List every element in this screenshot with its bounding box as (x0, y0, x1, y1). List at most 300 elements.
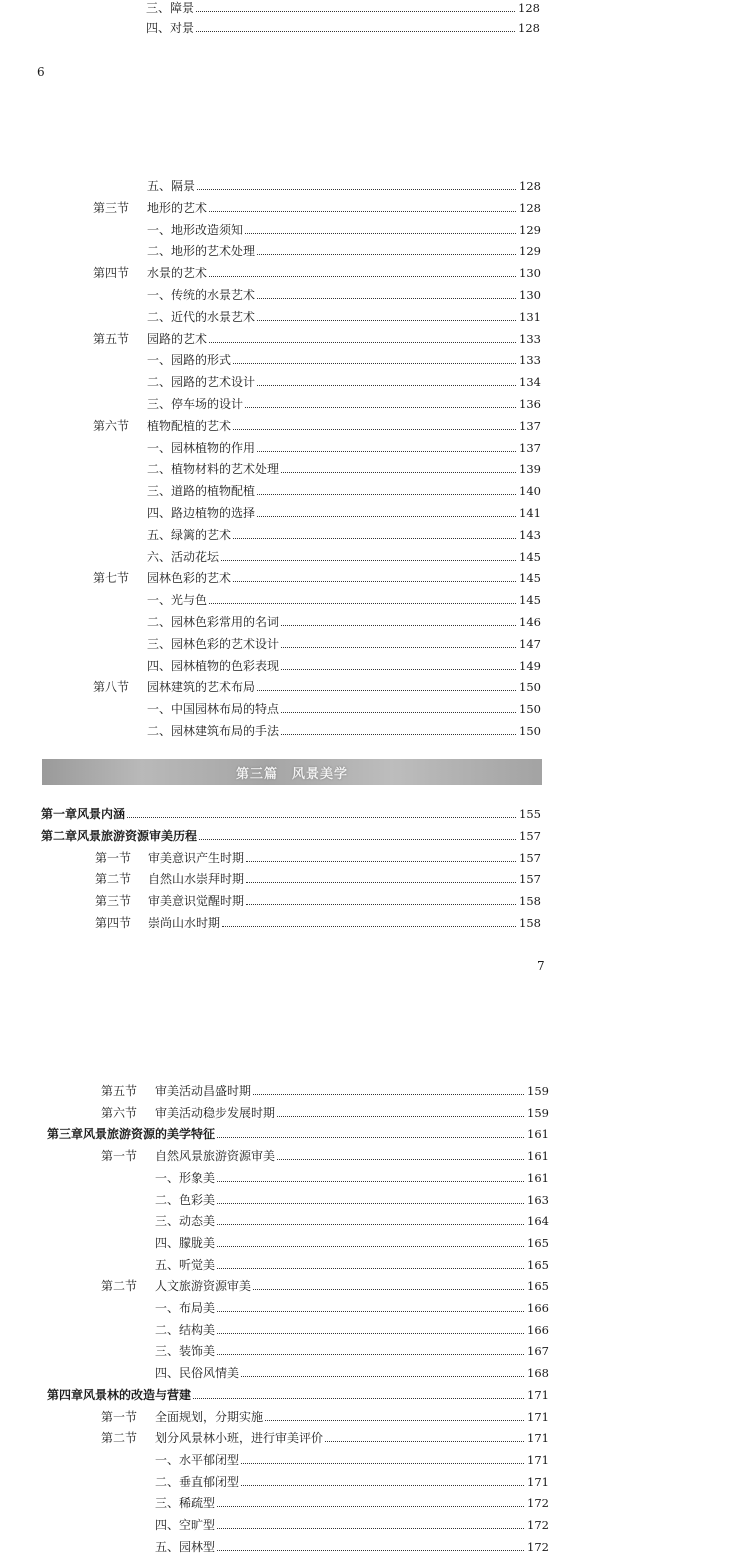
leader-dots (217, 1224, 524, 1225)
toc-entry[interactable] (146, 0, 540, 16)
leader-dots (265, 1420, 524, 1421)
entry-label-group (147, 592, 207, 608)
toc-entry[interactable] (101, 1430, 549, 1446)
entry-label: 一、园路的形式 (147, 353, 232, 368)
leader-dots (277, 1159, 524, 1160)
leader-dots (257, 298, 516, 299)
entry-page: 161 (527, 1149, 549, 1164)
entry-label-group (147, 505, 255, 521)
entry-label: 园林色彩的艺术 (147, 571, 232, 586)
leader-dots (217, 1528, 524, 1529)
toc-entry[interactable] (155, 1300, 549, 1316)
entry-label-group (101, 1430, 323, 1446)
toc-entry[interactable] (101, 1409, 549, 1425)
entry-label: 五、隔景 (147, 179, 196, 193)
entry-label-group (147, 614, 279, 630)
toc-entry[interactable] (147, 701, 541, 717)
entry-label-group (147, 658, 279, 674)
toc-entry[interactable] (95, 893, 541, 909)
toc-entry[interactable] (147, 723, 541, 739)
entry-label: 二、色彩美 (155, 1192, 216, 1207)
entry-page: 128 (519, 200, 541, 215)
entry-page: 129 (519, 244, 541, 259)
entry-page: 171 (527, 1431, 549, 1446)
entry-page: 137 (519, 418, 541, 433)
entry-label-group (95, 871, 244, 887)
entry-label-group (93, 200, 207, 216)
entry-label: 审美活动稳步发展时期 (155, 1105, 276, 1120)
leader-dots (277, 1116, 524, 1117)
entry-label-group (155, 1474, 239, 1490)
toc-entry[interactable] (101, 1083, 549, 1099)
entry-page: 140 (519, 484, 541, 499)
entry-label-group (155, 1495, 215, 1511)
page-number: 7 (537, 959, 545, 973)
entry-label: 四、对景 (146, 21, 195, 35)
toc-entry[interactable] (147, 614, 541, 630)
entry-label-group (147, 440, 255, 456)
entry-label: 五、绿篱的艺术 (147, 527, 232, 542)
entry-label-group (95, 893, 244, 909)
entry-label-group (41, 828, 197, 844)
entry-label: 三、稀疏型 (155, 1496, 216, 1511)
entry-label: 二、园路的艺术设计 (147, 375, 256, 390)
entry-label-group (155, 1343, 215, 1359)
entry-page: 150 (519, 680, 541, 695)
entry-label-group (147, 396, 243, 412)
entry-page: 128 (518, 21, 540, 35)
entry-label: 四、民俗风情美 (155, 1366, 240, 1381)
entry-page: 165 (527, 1279, 549, 1294)
entry-label: 人文旅游资源审美 (155, 1279, 252, 1294)
entry-page: 165 (527, 1257, 549, 1272)
entry-label-group (147, 178, 195, 194)
leader-dots (222, 926, 516, 927)
entry-label: 风景旅游资源的美学特征 (83, 1127, 216, 1142)
toc-entry[interactable] (147, 461, 541, 477)
part-banner (42, 759, 542, 785)
entry-label-group (147, 701, 279, 717)
entry-label: 一、园林植物的作用 (147, 440, 256, 455)
entry-page: 171 (527, 1474, 549, 1489)
leader-dots (257, 320, 516, 321)
leader-dots (246, 904, 516, 905)
entry-page: 141 (519, 506, 541, 520)
entry-label: 三、动态美 (155, 1214, 216, 1229)
toc-entry[interactable] (147, 592, 541, 608)
toc-entry[interactable] (147, 440, 541, 456)
entry-page: 158 (519, 916, 541, 930)
toc-entry[interactable] (155, 1365, 549, 1381)
toc-entry[interactable] (155, 1192, 549, 1208)
leader-dots (209, 342, 516, 343)
toc-entry[interactable] (147, 396, 541, 412)
section-number: 第二节 (101, 1279, 138, 1294)
leader-dots (233, 429, 516, 430)
entry-label: 三、停车场的设计 (147, 397, 244, 411)
leader-dots (209, 603, 516, 604)
entry-page: 139 (519, 462, 541, 477)
toc-entry[interactable] (155, 1213, 549, 1229)
leader-dots (233, 538, 516, 539)
toc-entry[interactable] (155, 1257, 549, 1273)
leader-dots (196, 31, 515, 32)
section-number: 第一节 (95, 850, 132, 865)
leader-dots (241, 1376, 524, 1377)
leader-dots (281, 472, 516, 473)
toc-entry[interactable] (93, 679, 541, 695)
toc-entry[interactable] (155, 1539, 549, 1555)
entry-page: 157 (519, 872, 541, 887)
leader-dots (196, 11, 515, 12)
entry-label-group (147, 461, 279, 477)
entry-page: 171 (527, 1409, 549, 1424)
toc-entry[interactable] (93, 200, 541, 216)
leader-dots (217, 1506, 524, 1507)
chapter-number: 第四章 (47, 1387, 84, 1402)
entry-label: 审美活动昌盛时期 (155, 1084, 252, 1098)
entry-label-group (93, 418, 231, 434)
entry-page: 171 (527, 1452, 549, 1467)
entry-label-group (147, 243, 255, 259)
entry-label: 四、空旷型 (155, 1518, 216, 1532)
entry-label: 三、道路的植物配植 (147, 484, 256, 499)
entry-page: 128 (519, 179, 541, 193)
toc-entry[interactable] (41, 806, 541, 822)
entry-label-group (101, 1148, 275, 1164)
entry-label: 一、形象美 (155, 1170, 216, 1185)
leader-dots (281, 625, 516, 626)
entry-label: 二、结构美 (155, 1322, 216, 1337)
entry-page: 145 (519, 571, 541, 586)
toc-entry[interactable] (147, 636, 541, 652)
entry-label-group (155, 1257, 215, 1273)
entry-page: 172 (527, 1518, 549, 1532)
entry-page: 130 (519, 266, 541, 281)
section-number: 第五节 (101, 1084, 138, 1098)
leader-dots (281, 734, 516, 735)
leader-dots (246, 882, 516, 883)
entry-page: 150 (519, 724, 541, 738)
entry-label: 一、光与色 (147, 593, 208, 608)
toc-entry[interactable] (147, 527, 541, 543)
part-title: 第三篇 风景美学 (235, 766, 348, 782)
entry-label-group (155, 1365, 239, 1381)
entry-page: 161 (527, 1127, 549, 1142)
toc-entry[interactable] (47, 1126, 549, 1142)
entry-page: 167 (527, 1344, 549, 1359)
entry-label-group (155, 1235, 215, 1251)
entry-page: 159 (527, 1084, 549, 1098)
entry-label-group (93, 265, 207, 281)
entry-label: 四、园林植物的色彩表现 (147, 658, 280, 673)
entry-page: 172 (527, 1496, 549, 1511)
toc-entry[interactable] (147, 222, 541, 238)
toc-entry[interactable] (147, 549, 541, 565)
entry-label: 五、园林型 (155, 1539, 216, 1554)
entry-label-group (147, 374, 255, 390)
entry-label: 植物配植的艺术 (147, 418, 232, 433)
entry-page: 149 (519, 658, 541, 673)
entry-page: 164 (527, 1214, 549, 1229)
toc-entry[interactable] (93, 331, 541, 347)
section-number: 第一节 (101, 1149, 138, 1164)
entry-label-group (147, 222, 243, 238)
section-number: 第七节 (93, 571, 130, 586)
toc-entry[interactable] (93, 570, 541, 586)
entry-page: 128 (518, 1, 540, 15)
section-number: 第二节 (95, 872, 132, 887)
entry-label-group (147, 527, 231, 543)
entry-label: 全面规划，分期实施 (155, 1409, 264, 1424)
entry-label: 一、传统的水景艺术 (147, 288, 256, 302)
leader-dots (217, 1137, 524, 1138)
leader-dots (241, 1463, 524, 1464)
entry-label: 自然风景旅游资源审美 (155, 1149, 276, 1164)
toc-entry[interactable] (147, 287, 541, 303)
leader-dots (246, 861, 516, 862)
leader-dots (245, 233, 516, 234)
toc-entry[interactable] (155, 1343, 549, 1359)
toc-entry[interactable] (95, 871, 541, 887)
entry-label: 风景林的改造与营建 (83, 1387, 192, 1402)
leader-dots (257, 494, 516, 495)
entry-label-group (147, 636, 279, 652)
section-number: 第六节 (101, 1105, 138, 1120)
section-number: 第一节 (101, 1409, 138, 1424)
chapter-number: 第一章 (41, 807, 78, 821)
entry-page: 145 (519, 549, 541, 564)
entry-label-group (155, 1192, 215, 1208)
leader-dots (127, 817, 516, 818)
section-number: 第六节 (93, 418, 130, 433)
leader-dots (199, 839, 516, 840)
entry-label: 一、地形改造须知 (147, 222, 244, 237)
entry-label-group (155, 1322, 215, 1338)
leader-dots (245, 407, 516, 408)
entry-label-group (147, 287, 255, 303)
leader-dots (257, 690, 516, 691)
toc-entry[interactable] (155, 1517, 549, 1533)
entry-page: 155 (519, 807, 541, 821)
entry-label: 水景的艺术 (147, 266, 208, 281)
chapter-number: 第二章 (41, 828, 78, 843)
entry-page: 161 (527, 1170, 549, 1185)
toc-entry[interactable] (155, 1235, 549, 1251)
entry-page: 150 (519, 702, 541, 717)
entry-label: 一、布局美 (155, 1301, 216, 1315)
entry-label: 二、植物材料的艺术处理 (147, 462, 280, 477)
entry-label-group (101, 1278, 251, 1294)
entry-label: 二、地形的艺术处理 (147, 244, 256, 259)
toc-entry[interactable] (155, 1495, 549, 1511)
toc-entry[interactable] (147, 309, 541, 325)
entry-label-group (93, 331, 207, 347)
entry-label: 一、水平郁闭型 (155, 1452, 240, 1467)
leader-dots (197, 189, 516, 190)
entry-label-group (155, 1170, 215, 1186)
entry-label-group (155, 1300, 215, 1316)
entry-label: 五、听觉美 (155, 1257, 216, 1272)
entry-label: 三、装饰美 (155, 1344, 216, 1359)
entry-page: 134 (519, 375, 541, 390)
toc-entry[interactable] (147, 483, 541, 499)
leader-dots (325, 1441, 524, 1442)
toc-entry[interactable] (47, 1387, 549, 1403)
entry-label: 风景内涵 (77, 807, 126, 821)
section-number: 第五节 (93, 331, 130, 346)
toc-entry[interactable] (147, 505, 541, 521)
entry-page: 165 (527, 1235, 549, 1250)
entry-page: 166 (527, 1301, 549, 1315)
toc-entry[interactable] (147, 352, 541, 368)
section-number: 第二节 (101, 1431, 138, 1446)
leader-dots (281, 669, 516, 670)
entry-page: 168 (527, 1366, 549, 1381)
leader-dots (217, 1354, 524, 1355)
entry-label: 二、垂直郁闭型 (155, 1474, 240, 1489)
entry-page: 157 (519, 828, 541, 843)
leader-dots (257, 516, 516, 517)
leader-dots (217, 1550, 524, 1551)
entry-label-group (101, 1409, 263, 1425)
leader-dots (217, 1333, 524, 1334)
entry-page: 130 (519, 288, 541, 302)
leader-dots (253, 1289, 524, 1290)
entry-page: 147 (519, 636, 541, 651)
leader-dots (257, 451, 516, 452)
entry-page: 172 (527, 1539, 549, 1554)
entry-label: 风景旅游资源审美历程 (77, 828, 198, 843)
toc-entry[interactable] (95, 850, 541, 866)
entry-label: 三、障景 (146, 1, 195, 15)
toc-entry[interactable] (147, 374, 541, 390)
entry-label: 园路的艺术 (147, 331, 208, 346)
toc-entry[interactable] (101, 1278, 549, 1294)
entry-page: 136 (519, 397, 541, 411)
entry-page: 163 (527, 1192, 549, 1207)
toc-entry[interactable] (101, 1148, 549, 1164)
leader-dots (233, 581, 516, 582)
entry-label-group (147, 352, 231, 368)
entry-label-group (47, 1126, 215, 1142)
leader-dots (281, 647, 516, 648)
leader-dots (217, 1268, 524, 1269)
leader-dots (257, 385, 516, 386)
toc-entry[interactable] (155, 1452, 549, 1468)
entry-label-group (155, 1213, 215, 1229)
toc-entry[interactable] (155, 1322, 549, 1338)
entry-page: 145 (519, 593, 541, 608)
entry-label-group (147, 483, 255, 499)
section-number: 第八节 (93, 680, 130, 695)
leader-dots (217, 1246, 524, 1247)
toc-entry[interactable] (155, 1474, 549, 1490)
entry-label: 六、活动花坛 (147, 549, 220, 564)
entry-label-group (155, 1539, 215, 1555)
entry-label: 崇尚山水时期 (148, 916, 221, 930)
entry-page: 133 (519, 331, 541, 346)
toc-entry[interactable] (93, 265, 541, 281)
entry-label: 四、朦胧美 (155, 1235, 216, 1250)
leader-dots (209, 276, 516, 277)
entry-label: 一、中国园林布局的特点 (147, 702, 280, 717)
toc-entry[interactable] (41, 828, 541, 844)
entry-label-group (93, 679, 255, 695)
leader-dots (193, 1398, 524, 1399)
entry-label: 自然山水崇拜时期 (148, 872, 245, 887)
entry-label-group (147, 309, 255, 325)
entry-page: 158 (519, 894, 541, 909)
toc-entry[interactable] (95, 915, 541, 931)
entry-label: 审美意识觉醒时期 (148, 894, 245, 909)
toc-entry[interactable] (93, 418, 541, 434)
entry-page: 146 (519, 615, 541, 629)
section-number: 第三节 (93, 200, 130, 215)
entry-label: 园林建筑的艺术布局 (147, 680, 256, 695)
leader-dots (241, 1485, 524, 1486)
toc-entry[interactable] (147, 658, 541, 674)
toc-entry[interactable] (155, 1170, 549, 1186)
entry-page: 137 (519, 440, 541, 455)
entry-label: 审美意识产生时期 (148, 850, 245, 865)
entry-page: 133 (519, 353, 541, 368)
leader-dots (233, 363, 516, 364)
entry-label-group (147, 723, 279, 739)
entry-page: 166 (527, 1322, 549, 1337)
entry-label: 划分风景林小班，进行审美评价 (155, 1431, 324, 1446)
entry-label: 二、园林色彩常用的名词 (147, 615, 280, 629)
entry-label-group (95, 850, 244, 866)
leader-dots (217, 1203, 524, 1204)
entry-label: 二、园林建筑布局的手法 (147, 724, 280, 738)
entry-page: 131 (519, 309, 541, 324)
leader-dots (217, 1311, 524, 1312)
entry-label-group (95, 915, 220, 931)
leader-dots (221, 560, 516, 561)
entry-page: 159 (527, 1105, 549, 1120)
entry-label: 地形的艺术 (147, 200, 208, 215)
entry-label-group (93, 570, 231, 586)
entry-label-group (147, 549, 219, 565)
entry-label-group (41, 806, 125, 822)
leader-dots (217, 1181, 524, 1182)
entry-page: 171 (527, 1387, 549, 1402)
entry-label-group (101, 1083, 251, 1099)
chapter-number: 第三章 (47, 1127, 84, 1142)
leader-dots (253, 1094, 524, 1095)
leader-dots (281, 712, 516, 713)
toc-entry[interactable] (147, 178, 541, 194)
leader-dots (257, 254, 516, 255)
entry-label-group (155, 1517, 215, 1533)
toc-entry[interactable] (101, 1105, 549, 1121)
entry-label: 三、园林色彩的艺术设计 (147, 636, 280, 651)
toc-entry[interactable] (147, 243, 541, 259)
toc-entry[interactable] (146, 20, 540, 36)
section-number: 第三节 (95, 894, 132, 909)
entry-label-group (101, 1105, 275, 1121)
entry-page: 157 (519, 850, 541, 865)
entry-label: 二、近代的水景艺术 (147, 309, 256, 324)
entry-label-group (47, 1387, 191, 1403)
page-number: 6 (37, 65, 45, 79)
entry-label: 四、路边植物的选择 (147, 506, 256, 520)
leader-dots (209, 211, 516, 212)
entry-page: 143 (519, 527, 541, 542)
entry-page: 129 (519, 222, 541, 237)
section-number: 第四节 (93, 266, 130, 281)
